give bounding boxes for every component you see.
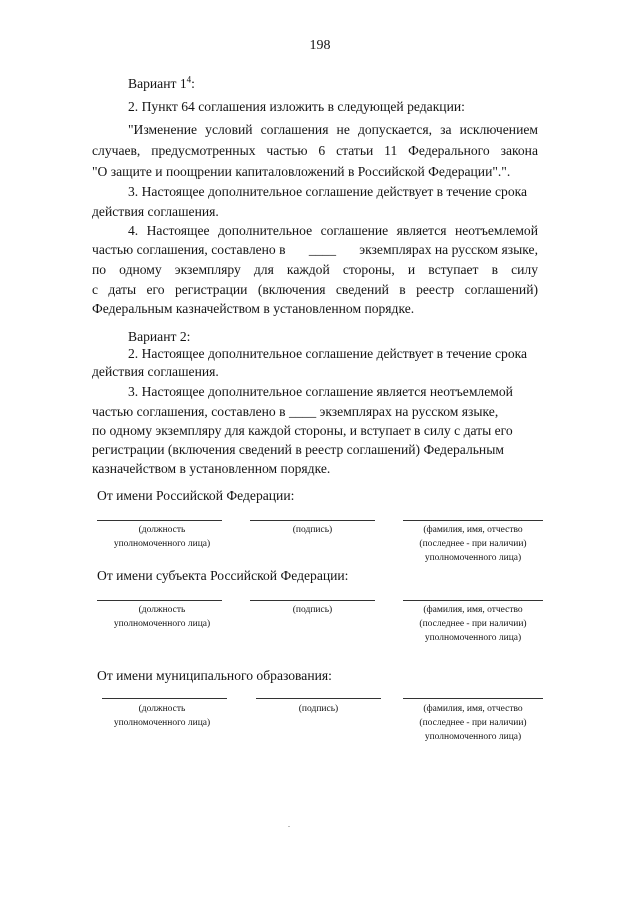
scan-speck [288,826,290,827]
signature-line [256,698,381,699]
name-caption [403,702,543,744]
variant-2-paragraph-3-line: по одному экземпляру для каждой стороны, и вступает в силу с даты его [92,423,513,438]
text-segment: экземплярах на русском языке, [319,404,499,419]
variant-2-paragraph-2-line: действия соглашения. [92,364,219,379]
variant-1-paragraph-4-line: с даты его регистрации (включения сведений в реестр соглашений) [92,282,538,297]
name-signature-line [403,520,543,521]
caption-line: (должность [138,525,186,535]
caption-line: уполномоченного лица) [113,718,211,728]
caption-line: (фамилия, имя, отчество [423,525,523,535]
name-caption [403,603,543,645]
caption-line: уполномоченного лица) [424,732,522,742]
caption-line: уполномоченного лица) [424,633,522,643]
variant-2-heading: Вариант 2: [128,329,191,344]
signature-caption: (подпись) [298,704,339,714]
variant-2-paragraph-3-line [92,402,498,421]
variant-1-paragraph-3-line: действия соглашения. [92,204,219,219]
position-signature-line [102,698,227,699]
position-caption [97,523,227,551]
variant-1-paragraph-3-line: 3. Настоящее дополнительное соглашение действует в течение срока [128,184,528,199]
caption-line: (должность [138,704,186,714]
caption-line: (последнее - при наличии) [419,539,527,549]
position-caption [97,702,227,730]
variant-2-paragraph-3-line: казначейством в установленном порядке. [92,461,331,476]
variant-1-paragraph-4-line [92,240,538,259]
caption-line: (должность [138,605,186,615]
signature-caption: (подпись) [292,525,333,535]
variant-1-paragraph-4-line: 4. Настоящее дополнительное соглашение является неотъемлемой [128,223,538,238]
caption-line: (фамилия, имя, отчество [423,605,523,615]
copies-blank: ____ [288,404,317,419]
signature-line [250,520,375,521]
name-caption [403,523,543,565]
variant-2-paragraph-3-line: регистрации (включения сведений в реестр соглашений) Федеральным [92,442,504,457]
variant-1-paragraph-4-line: по одному экземпляру для каждой стороны, и вступает в силу [92,262,538,277]
variant-2-paragraph-3-line: 3. Настоящее дополнительное соглашение является неотъемлемой [128,384,513,399]
variant-1-title: Вариант 1 [128,76,187,91]
variant-1-paragraph-2-line: "Изменение условий соглашения не допускается, за исключением [128,122,538,137]
copies-blank: ____ [308,242,336,257]
position-caption [97,603,227,631]
caption-line: уполномоченного лица) [113,539,211,549]
position-signature-line [97,520,222,521]
caption-line: (последнее - при наличии) [419,718,527,728]
variant-1-colon: : [191,76,195,91]
signature-line [250,600,375,601]
position-signature-line [97,600,222,601]
signature-caption: (подпись) [292,605,333,615]
caption-line: уполномоченного лица) [113,619,211,629]
variant-2-paragraph-2-line: 2. Настоящее дополнительное соглашение действует в течение срока [128,346,528,361]
caption-line: уполномоченного лица) [424,553,522,563]
signature-block-heading: От имени Российской Федерации: [97,488,295,503]
variant-1-paragraph-2-line: 2. Пункт 64 соглашения изложить в следующей редакции: [128,99,465,114]
signature-block-heading: От имени субъекта Российской Федерации: [97,568,349,583]
caption-line: (фамилия, имя, отчество [423,704,523,714]
footnote-marker: 4 [186,74,192,85]
caption-line: (последнее - при наличии) [419,619,527,629]
variant-1-paragraph-2-line: "О защите и поощрении капиталовложений в Российской Федерации".". [92,164,511,179]
text-segment: частью соглашения, составлено в [92,242,286,257]
text-segment: экземплярах на русском языке, [359,242,538,257]
name-signature-line [403,600,543,601]
variant-1-paragraph-4-line: Федеральным казначейством в установленном порядке. [92,301,415,316]
name-signature-line [403,698,543,699]
variant-1-paragraph-2-line: случаев, предусмотренных частью 6 статьи 11 Федерального закона [92,143,538,158]
page-number: 198 [309,38,331,53]
variant-1-heading [128,74,195,93]
text-segment: частью соглашения, составлено в [92,404,286,419]
signature-block-heading: От имени муниципального образования: [97,668,332,683]
